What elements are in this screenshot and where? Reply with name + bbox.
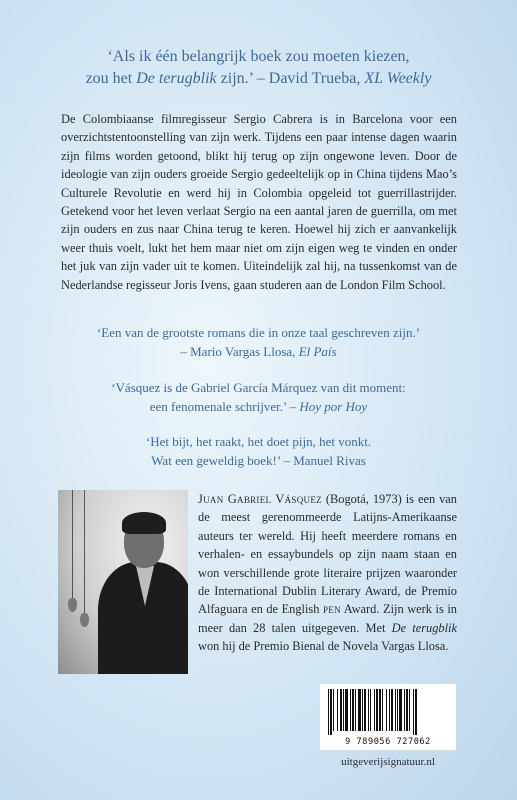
- review-quote-hoy-por-hoy: ‘Vásquez is de Gabriel García Márquez van dit moment: een fenomenale schrijver.’ – Hoy por Hoy: [111, 380, 406, 414]
- barcode-bar: [370, 689, 371, 731]
- quote-source: Hoy por Hoy: [299, 399, 368, 414]
- barcode-bar: [409, 689, 410, 731]
- author-bio: Juan Gabriel Vásquez (Bogotá, 1973) is een van de meest gerenommeerde Latijns-Amerikaanse auteurs ter wereld. Hij heeft meerdere romans en verhalen- en essaybundels op zijn naam staan en won verschillende grote literaire prijzen waaronder de International Dublin Literary Award, de Premio Alfaguara en de English pen Award. Zijn werk is in meer dan 28 talen uitgegeven. Met De terugblik won hij de Premio Bienal de Novela Vargas Llosa.: [198, 492, 458, 654]
- barcode-bar: [350, 689, 351, 731]
- barcode-bars: [326, 689, 450, 735]
- barcode-bar: [389, 689, 390, 731]
- barcode-bar: [345, 689, 348, 731]
- barcode-bar: [391, 689, 393, 731]
- book-summary: De Colombiaanse filmregisseur Sergio Cabrera is in Barcelona voor een overzichtstentoonstelling van zijn werk. Tijdens een paar intense dagen waarin zijn films worden getoond, blikt hij terug op zijn ongewone leven. Door de ideologie van zijn ouders groeide Sergio gedeeltelijk op in China tijdens Mao’s Culturele Revolutie en werd hij in Colombia opgeleid tot guerrillastrijder. Getekend voor het leven verlaat Sergio na een aantal jaren de guerrilla, om met zijn ouders en zus naar China terug te keren. Hoewel hij zich er aanvankelijk weer thuis voelt, lukt het hem maar niet om zijn eigen weg te vinden en onder het juk van zijn vader uit te komen. Uiteindelijk zal hij, na tussenkomst van de Nederlandse regisseur Joris Ivens, gaan studeren aan de London Film School.: [61, 112, 457, 292]
- barcode-bar: [330, 689, 332, 735]
- barcode-bar: [333, 689, 334, 731]
- review-quote-rivas: ‘Het bijt, het raakt, het doet pijn, het vonkt. Wat een geweldig boek!’ – Manuel Rivas: [145, 434, 372, 468]
- isbn-barcode: [320, 684, 456, 750]
- barcode-bar: [340, 689, 342, 731]
- publisher-url: uitgeverijsignatuur.nl: [341, 756, 435, 768]
- barcode-bar: [362, 689, 363, 731]
- barcode-bar: [337, 689, 338, 731]
- top-review-quote: [30, 46, 487, 90]
- barcode-bar: [355, 689, 356, 731]
- quote-source: XL Weekly: [364, 70, 432, 87]
- barcode-bar: [343, 689, 344, 731]
- barcode-bar: [328, 689, 329, 735]
- barcode-bar: [415, 689, 417, 735]
- isbn-number: 9 789056 727062: [345, 737, 431, 747]
- review-quote-vargas-llosa: ‘Een van de grootste romans die in onze taal geschreven zijn.’ – Mario Vargas Llosa, El País: [96, 325, 421, 359]
- barcode-bar: [374, 689, 375, 731]
- barcode-bar: [368, 689, 369, 731]
- barcode-bar: [358, 689, 361, 731]
- barcode-bar: [404, 689, 405, 731]
- barcode-bar: [364, 689, 366, 731]
- barcode-bar: [413, 689, 414, 735]
- barcode-bar: [386, 689, 387, 731]
- author-name: Juan Gabriel Vásquez: [198, 492, 322, 506]
- barcode-bar: [399, 689, 402, 731]
- barcode-bar: [395, 689, 396, 731]
- barcode-bar: [352, 689, 354, 731]
- top-quote-line-1: ‘Als ik één belangrijk boek zou moeten kiezen,: [107, 48, 410, 65]
- barcode-bar: [397, 689, 398, 731]
- barcode-bar: [382, 689, 383, 731]
- top-quote-line-2: zou het De terugblik zijn.’ – David Trueba, XL Weekly: [85, 70, 432, 87]
- barcode-bar: [376, 689, 378, 731]
- author-photo: [58, 490, 188, 674]
- barcode-bar: [406, 689, 408, 731]
- book-title: De terugblik: [136, 70, 217, 87]
- barcode-bar: [379, 689, 381, 731]
- book-title: De terugblik: [391, 620, 457, 635]
- quote-source: El País: [298, 344, 337, 359]
